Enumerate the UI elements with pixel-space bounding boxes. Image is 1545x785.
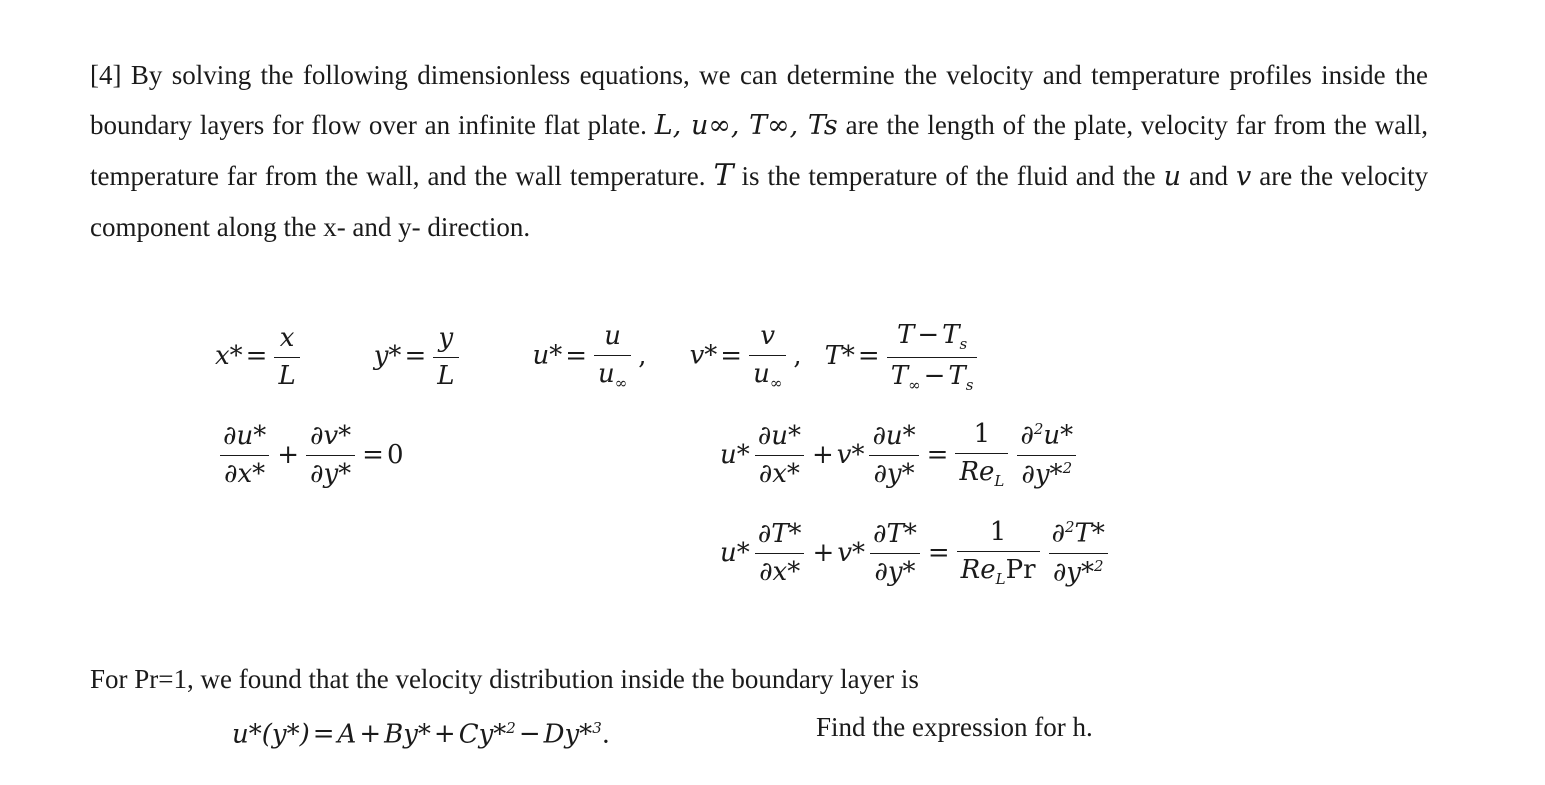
equation-source [0,0,1,1]
intro-text: [4] By solving the following dimensionless equations, we can determine the velocity and temperature profiles inside the boundary layers for flow over an infinite flat plate. [90,60,1428,140]
energy-equation: u* $\frac{\partial T*}{\partial x*}$ + v* $\frac{\partial T*}{\partial y*}$ = $\frac{1}{Re_LPr}$ $\frac{\partial^2T*}{\partial y*^2}$ [720,512,1113,594]
T-definition: T* = $\frac{T - T_s}{T_\infty - T_s}$ [825,321,982,393]
momentum-equation: u* $\frac{\partial u*}{\partial x*}$ + v* $\frac{\partial u*}{\partial y*}$ = $\frac{1}{Re_L}$ $\frac{\partial^2u*}{\partial y*^2}$ [720,415,1081,495]
x-definition: x* = $\frac{x}{L}$ [215,324,304,390]
v-definition: v* = $\frac{v}{u_\infty}$ , [689,321,802,393]
definitions-row [215,318,981,396]
temperature-description: is the temperature of the fluid and the [741,161,1156,191]
y-definition: y* = $\frac{y}{L}$ [374,324,463,390]
u-symbol: u [1163,161,1182,192]
task-text: Find the expression for h. [816,712,1093,742]
variables-description: are the length of the plate, velocity far from the wall, temperature far from the wall, and the wall temperature. [90,110,1428,191]
v-symbol: v [1235,161,1252,192]
problem-paragraph [90,50,1428,252]
velocity-profile: u*(y*) = A + By* + Cy*$^2$ − Dy*$^3$. [232,718,610,750]
u-definition: u* = $\frac{u}{u_\infty}$ , [532,321,647,393]
temperature-symbol: T [713,158,734,193]
x-def-text [0,0,1,1]
variables-list: L, u∞, T∞, Ts [654,110,838,141]
velocity-description: are the velocity component along the x- and y- direction. [90,161,1429,242]
pr-statement: For Pr=1, we found that the velocity distribution inside the boundary layer is [90,664,919,694]
and-word: and [1189,161,1228,191]
continuity-equation: $\frac{\partial u*}{\partial x*}$ + $\frac{\partial v*}{\partial y*}$ = 0 [215,415,403,495]
